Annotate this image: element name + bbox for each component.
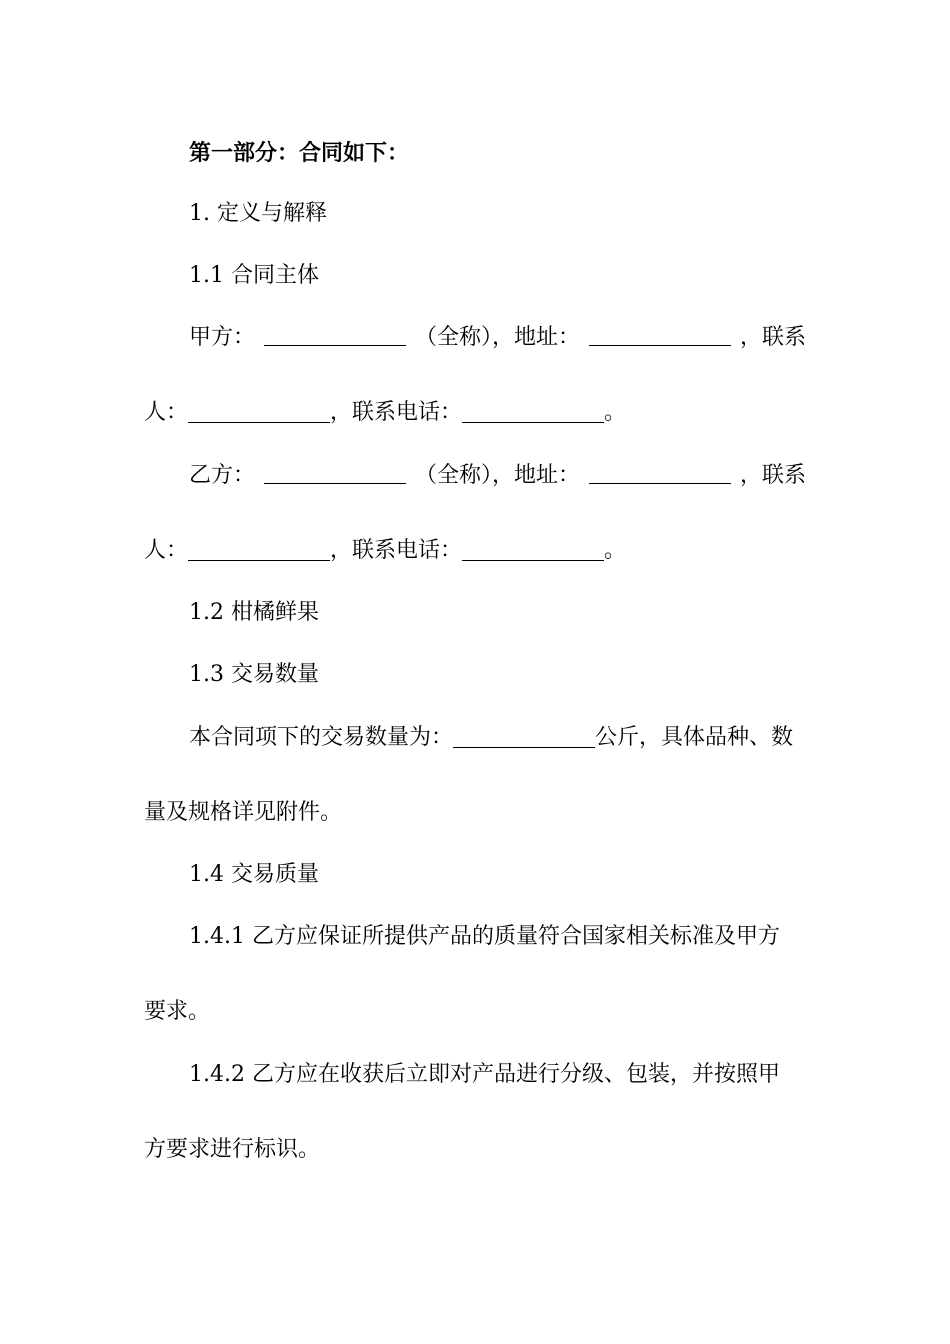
party-a-contact-label: ，联系 bbox=[739, 325, 806, 350]
party-b-phone-label: ，联系电话： bbox=[330, 538, 463, 563]
party-b-line-2 bbox=[0, 536, 950, 566]
party-a-name-blank bbox=[264, 323, 406, 346]
quality-1-line-1: 1.4.1 乙方应保证所提供产品的质量符合国家相关标准及甲方 bbox=[189, 924, 780, 949]
section-1-1-title: 1.1 合同主体 bbox=[189, 263, 319, 288]
party-b-contact-blank bbox=[188, 538, 330, 561]
quality-2-line-1: 1.4.2 乙方应在收获后立即对产品进行分级、包装，并按照甲 bbox=[189, 1062, 780, 1087]
party-b-label: 乙方： bbox=[189, 463, 256, 488]
quantity-text-b: 公斤，具体品种、数 bbox=[595, 725, 794, 750]
quantity-line-1 bbox=[0, 723, 950, 753]
party-b-fullname-label: （全称），地址： bbox=[414, 463, 580, 488]
quantity-line-2: 量及规格详见附件。 bbox=[144, 800, 343, 825]
party-b-contact-cont: 人： bbox=[144, 538, 189, 563]
quality-1-line-2: 要求。 bbox=[144, 999, 211, 1024]
party-b-address-blank bbox=[589, 461, 731, 484]
party-a-fullname-label: （全称），地址： bbox=[414, 325, 580, 350]
part-heading: 第一部分：合同如下： bbox=[189, 140, 410, 166]
party-b-contact-label: ，联系 bbox=[739, 463, 806, 488]
party-a-line-1 bbox=[0, 323, 950, 353]
quantity-text-a: 本合同项下的交易数量为： bbox=[189, 725, 454, 750]
quantity-blank bbox=[453, 725, 595, 748]
party-a-address-blank bbox=[589, 323, 731, 346]
party-a-end: 。 bbox=[604, 400, 627, 425]
quality-2-line-2: 方要求进行标识。 bbox=[144, 1137, 321, 1162]
party-a-contact-blank bbox=[188, 400, 330, 423]
party-a-contact-cont: 人： bbox=[144, 400, 189, 425]
section-1-2-title: 1.2 柑橘鲜果 bbox=[189, 600, 319, 625]
party-a-label: 甲方： bbox=[189, 325, 256, 350]
party-a-line-2 bbox=[0, 398, 950, 428]
party-b-phone-blank bbox=[462, 538, 604, 561]
section-1-title: 1. 定义与解释 bbox=[189, 201, 327, 226]
party-b-name-blank bbox=[264, 461, 406, 484]
party-a-phone-label: ，联系电话： bbox=[330, 400, 463, 425]
party-b-line-1 bbox=[0, 461, 950, 491]
party-b-end: 。 bbox=[604, 538, 627, 563]
party-a-phone-blank bbox=[462, 400, 604, 423]
section-1-3-title: 1.3 交易数量 bbox=[189, 662, 319, 687]
section-1-4-title: 1.4 交易质量 bbox=[189, 862, 319, 887]
